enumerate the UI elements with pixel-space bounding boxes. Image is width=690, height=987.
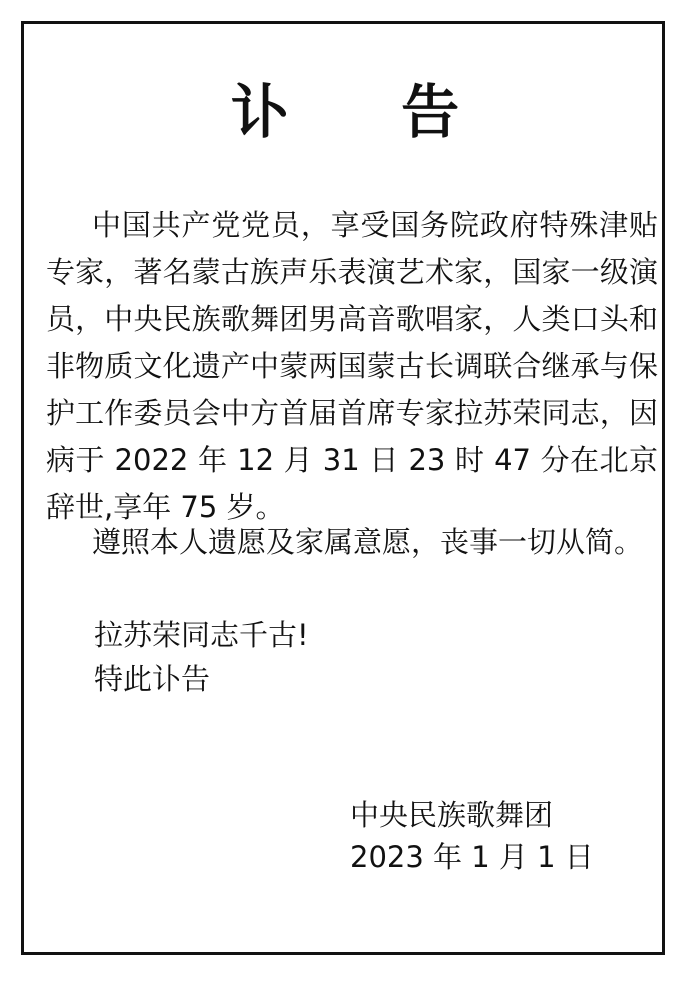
notice-paragraph-announcement: 中国共产党党员，享受国务院政府特殊津贴专家，著名蒙古族声乐表演艺术家，国家一级演员，中央民族歌舞团男高音歌唱家，人类口头和非物质文化遗产中蒙两国蒙古长调联合继承与保护工作委员会中方首届首席专家拉苏荣同志，因病于 2022 年 12 月 31 日 23 时 47 分在北京辞世,享年 75 岁。 [46, 208, 658, 524]
notice-closing-line: 特此讣告 [94, 662, 211, 696]
signature-organization: 中央民族歌舞团 [350, 798, 554, 832]
signature-date: 2023 年 1 月 1 日 [350, 840, 594, 874]
notice-title: 讣 告 [230, 78, 506, 146]
notice-tribute-line: 拉苏荣同志千古! [94, 618, 309, 652]
notice-paragraph-funeral-arrangements: 遵照本人遗愿及家属意愿，丧事一切从简。 [92, 525, 644, 559]
